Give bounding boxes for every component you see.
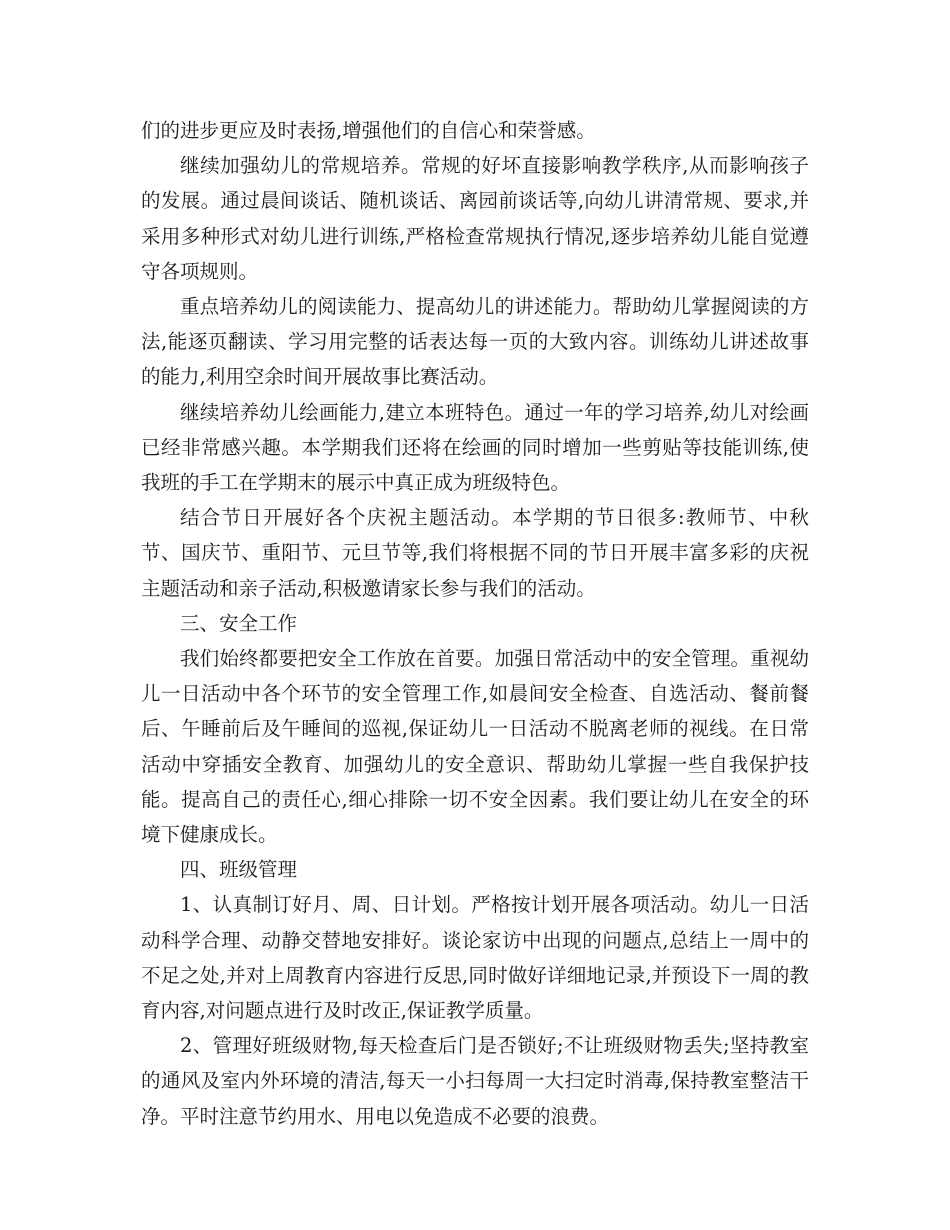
paragraph-property-management: 2、管理好班级财物,每天检查后门是否锁好;不让班级财物丢失;坚持教室的通风及室内外环境的清洁,每天一小扫每周一大扫定时消毒,保持教室整洁干净。平时注意节约用水、用电以免造成不必要的浪费。	[141, 1034, 809, 1128]
section-heading-class-management: 四、班级管理	[180, 858, 298, 882]
paragraph-festival-activities: 结合节日开展好各个庆祝主题活动。本学期的节日很多:教师节、中秋节、国庆节、重阳节、元旦节等,我们将根据不同的节日开展丰富多彩的庆祝主题活动和亲子活动,积极邀请家长参与我们的活动。	[141, 506, 809, 600]
paragraph-safety-work: 我们始终都要把安全工作放在首要。加强日常活动中的安全管理。重视幼儿一日活动中各个环节的安全管理工作,如晨间安全检查、自选活动、餐前餐后、午睡前后及午睡间的巡视,保证幼儿一日活动不脱离老师的视线。在日常活动中穿插安全教育、加强幼儿的安全意识、帮助幼儿掌握一些自我保护技能。提高自己的责任心,细心排除一切不安全因素。我们要让幼儿在安全的环境下健康成长。	[141, 647, 809, 847]
section-heading-safety: 三、安全工作	[180, 611, 298, 635]
paragraph-drawing-ability: 继续培养幼儿绘画能力,建立本班特色。通过一年的学习培养,幼儿对绘画已经非常感兴趣。本学期我们还将在绘画的同时增加一些剪贴等技能训练,使我班的手工在学期末的展示中真正成为班级特色。	[141, 400, 809, 495]
paragraph-reading-ability: 重点培养幼儿的阅读能力、提高幼儿的讲述能力。帮助幼儿掌握阅读的方法,能逐页翻读、学习用完整的话表达每一页的大致内容。训练幼儿讲述故事的能力,利用空余时间开展故事比赛活动。	[141, 295, 809, 389]
document-body	[141, 113, 809, 1134]
paragraph-planning: 1、认真制订好月、周、日计划。严格按计划开展各项活动。幼儿一日活动科学合理、动静交替地安排好。谈论家访中出现的问题点,总结上一周中的不足之处,并对上周教育内容进行反思,同时做好详细地记录,并预设下一周的教育内容,对问题点进行及时改正,保证教学质量。	[141, 893, 809, 1023]
paragraph-continuation: 们的进步更应及时表扬,增强他们的自信心和荣誉感。	[141, 119, 596, 142]
paragraph-routine-training: 继续加强幼儿的常规培养。常规的好坏直接影响教学秩序,从而影响孩子的发展。通过晨间谈话、随机谈话、离园前谈话等,向幼儿讲清常规、要求,并采用多种形式对幼儿进行训练,严格检查常规执行情况,逐步培养幼儿能自觉遵守各项规则。	[141, 154, 809, 283]
